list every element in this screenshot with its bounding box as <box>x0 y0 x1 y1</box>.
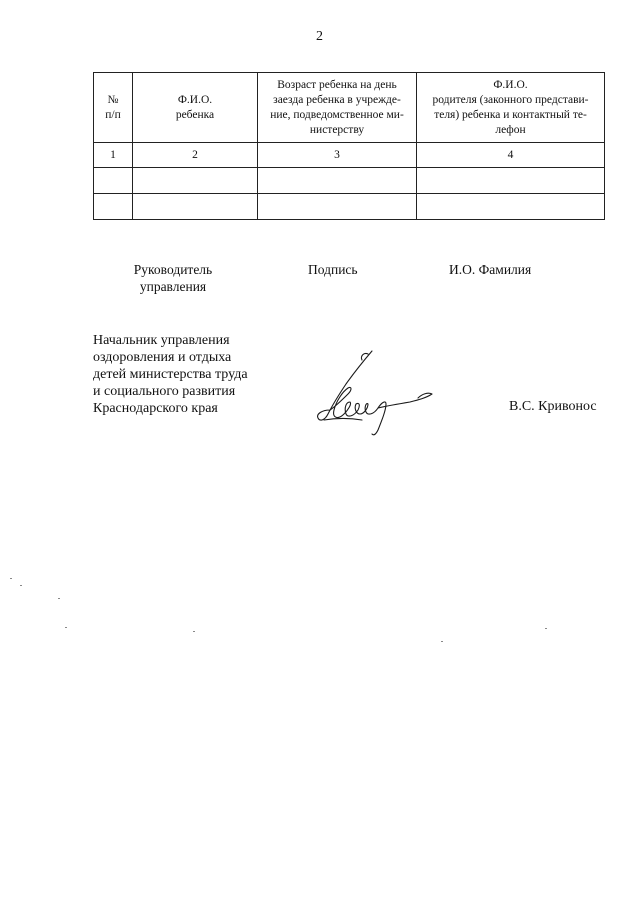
empty-cell <box>133 194 258 220</box>
head-label: Руководитель управления <box>133 262 213 294</box>
column-header-line: лефон <box>495 123 526 136</box>
empty-cell <box>258 168 417 194</box>
column-header-line: Ф.И.О. <box>177 93 213 106</box>
scan-speck <box>20 585 22 586</box>
position-line: Начальник управления <box>93 333 230 348</box>
column-number-cell: 2 <box>133 143 258 168</box>
column-header-2 <box>133 73 258 143</box>
scan-speck <box>10 578 12 579</box>
empty-cell <box>133 168 258 194</box>
column-header-1 <box>94 73 133 143</box>
column-header-line: № <box>107 93 119 106</box>
column-header-line: теля) ребенка и контактный те- <box>434 108 587 121</box>
column-header-line: заезда ребенка в учрежде- <box>273 93 401 106</box>
official-position <box>93 332 248 417</box>
column-header-line: п/п <box>105 108 121 121</box>
column-header-line: Возраст ребенка на день <box>277 78 397 91</box>
empty-cell <box>417 194 605 220</box>
name-label: И.О. Фамилия <box>449 262 532 277</box>
official-name: В.С. Кривонос <box>509 399 597 414</box>
column-header-4 <box>417 73 605 143</box>
column-number-cell: 3 <box>258 143 417 168</box>
position-line: детей министерства труда <box>93 367 248 382</box>
position-line: оздоровления и отдыха <box>93 350 232 365</box>
table-body <box>94 143 605 220</box>
column-header-line: ние, подведомственное ми- <box>270 108 404 121</box>
scan-speck <box>58 598 60 599</box>
empty-cell <box>258 194 417 220</box>
empty-cell <box>417 168 605 194</box>
empty-cell <box>94 168 133 194</box>
column-number-row <box>94 143 605 168</box>
column-header-line: нистерству <box>309 123 365 136</box>
table-row <box>94 194 605 220</box>
scan-speck <box>65 627 67 628</box>
column-header-line: Ф.И.О. <box>493 78 528 91</box>
scan-speck <box>545 628 547 629</box>
page-number: 2 <box>316 29 323 44</box>
position-line: и социального развития <box>93 384 236 399</box>
table-header <box>94 73 605 143</box>
position-line: Краснодарского края <box>93 401 218 416</box>
table-header-row <box>94 73 605 143</box>
column-number-cell: 4 <box>417 143 605 168</box>
scan-speck <box>441 641 443 642</box>
table-row <box>94 168 605 194</box>
empty-cell <box>94 194 133 220</box>
column-header-line: родителя (законного представи- <box>432 93 589 106</box>
column-header-line: ребенка <box>175 108 215 121</box>
children-register-table <box>93 72 605 220</box>
handwritten-signature <box>306 348 446 440</box>
scan-speck <box>193 631 195 632</box>
signature-label: Подпись <box>308 262 358 277</box>
column-header-3 <box>258 73 417 143</box>
column-number-cell: 1 <box>94 143 133 168</box>
